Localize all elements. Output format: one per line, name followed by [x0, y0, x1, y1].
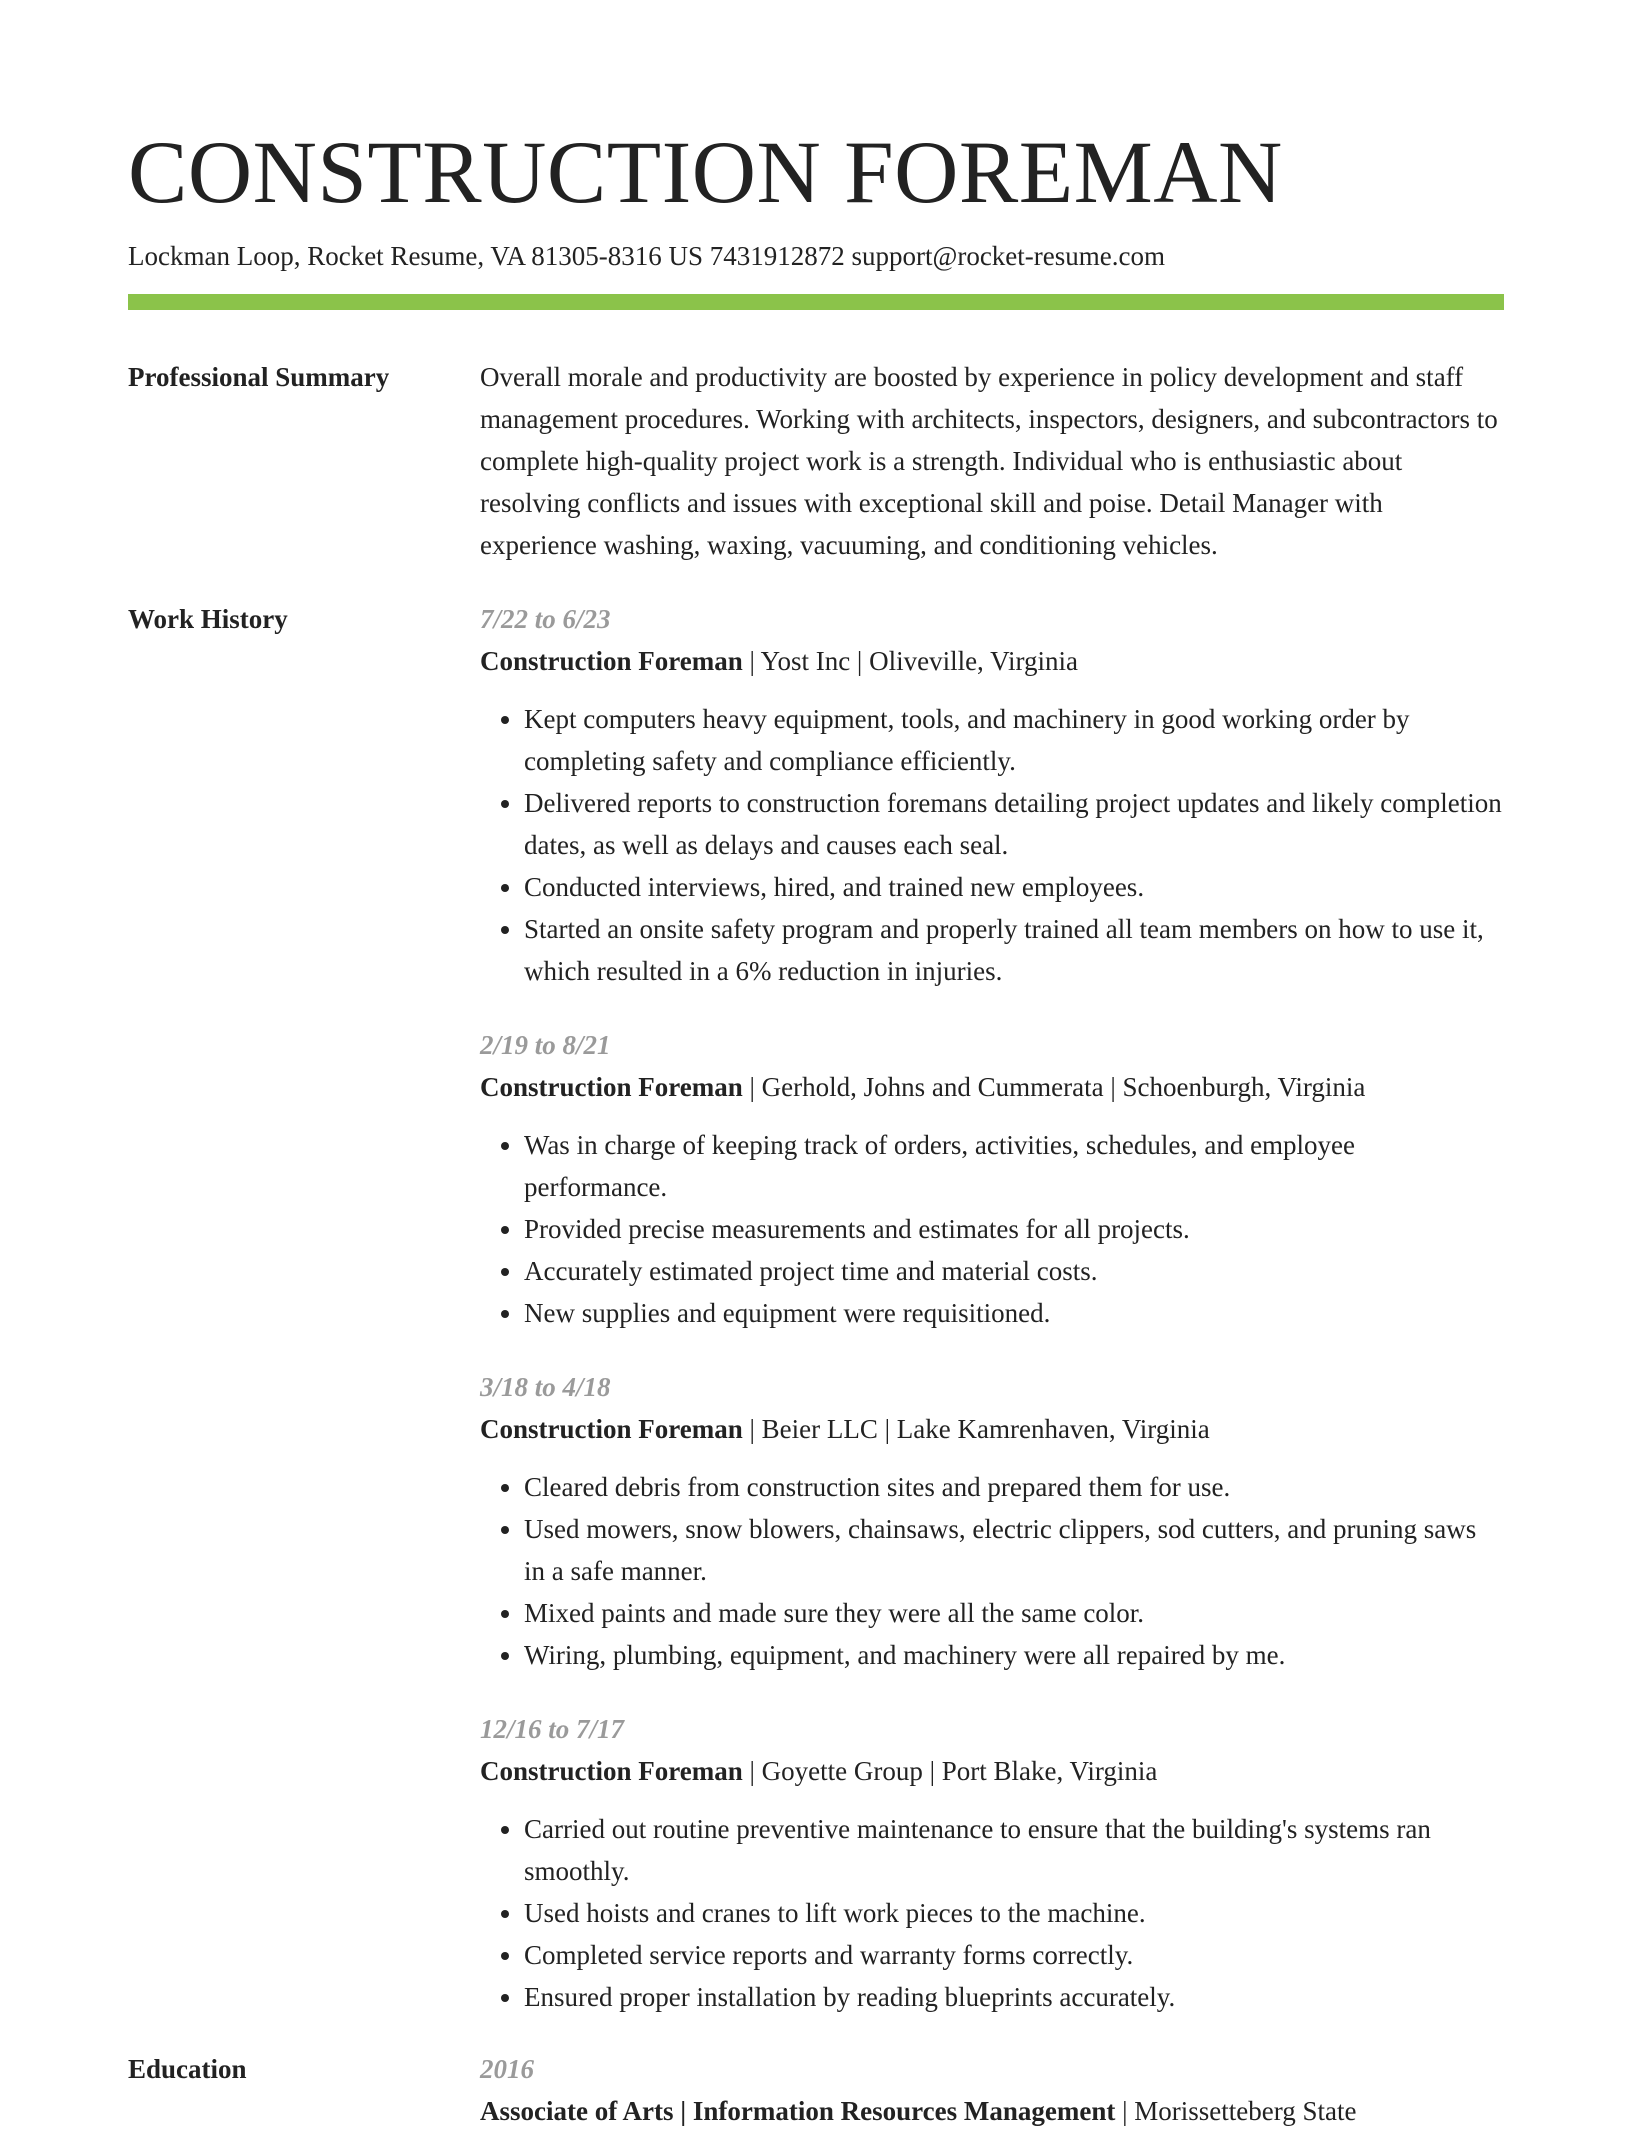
section-label-summary: Professional Summary: [128, 362, 390, 392]
job-title: Construction Foreman: [480, 1072, 743, 1102]
job-bullets: [480, 1466, 1504, 1676]
job-dates: 7/22 to 6/23: [480, 604, 611, 634]
job-bullet: • Used mowers, snow blowers, chainsaws, electric clippers, sod cutters, and pruning saws in a safe manner.: [524, 1508, 1504, 1592]
job-bullets: [480, 1124, 1504, 1334]
job-bullet: • Wiring, plumbing, equipment, and machinery were all repaired by me.: [524, 1634, 1504, 1676]
job-bullet: • Provided precise measurements and estimates for all projects.: [524, 1208, 1504, 1250]
job-title-line: [480, 1408, 1504, 1450]
job-dates: 3/18 to 4/18: [480, 1372, 611, 1402]
education-line: [480, 2090, 1504, 2132]
professional-summary-section: [128, 356, 1504, 566]
summary-text: Overall morale and productivity are boosted by experience in policy development and staff management procedures. Working with architects, inspectors, designers, and subcontractors to complete high-quality project work is a strength. Individual who is enthusiastic about resolving conflicts and issues with exceptional skill and poise. Detail Manager with experience washing, waxing, vacuuming, and conditioning vehicles.: [480, 362, 1498, 560]
job-bullet: • Kept computers heavy equipment, tools, and machinery in good working order by completing safety and compliance efficiently.: [524, 698, 1504, 782]
job-dates: 12/16 to 7/17: [480, 1714, 625, 1744]
job-bullet: • Used hoists and cranes to lift work pieces to the machine.: [524, 1892, 1504, 1934]
section-label-education: Education: [128, 2054, 247, 2084]
job-title: Construction Foreman: [480, 1414, 743, 1444]
job-entry: [480, 1024, 1504, 1334]
job-title-line: [480, 1750, 1504, 1792]
job-employer-location: | Gerhold, Johns and Cummerata | Schoenburgh, Virginia: [742, 1072, 1366, 1102]
job-bullet: • Accurately estimated project time and material costs.: [524, 1250, 1504, 1292]
job-title: Construction Foreman: [480, 646, 743, 676]
job-bullet: • Delivered reports to construction foremans detailing project updates and likely completion dates, as well as delays and causes each seal.: [524, 782, 1504, 866]
accent-divider: [128, 294, 1504, 310]
job-bullets: [480, 1808, 1504, 2018]
job-bullets: [480, 698, 1504, 992]
job-bullet: • Carried out routine preventive maintenance to ensure that the building's systems ran smoothly.: [524, 1808, 1504, 1892]
work-history-section: [128, 598, 1504, 2036]
education-degree: Associate of Arts | Information Resources Management: [480, 2096, 1116, 2126]
job-bullet: • Completed service reports and warranty forms correctly.: [524, 1934, 1504, 1976]
education-section: [128, 2048, 1504, 2132]
contact-line: Lockman Loop, Rocket Resume, VA 81305-8316 US 7431912872 support@rocket-resume.com: [128, 241, 1165, 271]
job-dates: 2/19 to 8/21: [480, 1030, 611, 1060]
job-title-line: [480, 1066, 1504, 1108]
section-label-work: Work History: [128, 604, 288, 634]
work-history-list: [480, 598, 1504, 2036]
education-school: | Morissetteberg State: [1115, 2096, 1357, 2126]
education-year: 2016: [480, 2054, 534, 2084]
job-entry: [480, 1366, 1504, 1676]
job-title: Construction Foreman: [480, 1756, 743, 1786]
job-employer-location: | Yost Inc | Oliveville, Virginia: [742, 646, 1078, 676]
job-bullet: • Conducted interviews, hired, and trained new employees.: [524, 866, 1504, 908]
job-title-line: [480, 640, 1504, 682]
job-employer-location: | Beier LLC | Lake Kamrenhaven, Virginia: [742, 1414, 1210, 1444]
job-employer-location: | Goyette Group | Port Blake, Virginia: [742, 1756, 1158, 1786]
job-bullet: • New supplies and equipment were requisitioned.: [524, 1292, 1504, 1334]
resume-page: [128, 118, 1504, 2132]
job-bullet: • Ensured proper installation by reading blueprints accurately.: [524, 1976, 1504, 2018]
job-entry: [480, 1708, 1504, 2018]
job-bullet: • Cleared debris from construction sites and prepared them for use.: [524, 1466, 1504, 1508]
job-entry: [480, 598, 1504, 992]
job-bullet: • Was in charge of keeping track of orders, activities, schedules, and employee performance.: [524, 1124, 1504, 1208]
job-bullet: • Started an onsite safety program and properly trained all team members on how to use it, which resulted in a 6% reduction in injuries.: [524, 908, 1504, 992]
job-bullet: • Mixed paints and made sure they were all the same color.: [524, 1592, 1504, 1634]
resume-name: CONSTRUCTION FOREMAN: [128, 124, 1283, 222]
